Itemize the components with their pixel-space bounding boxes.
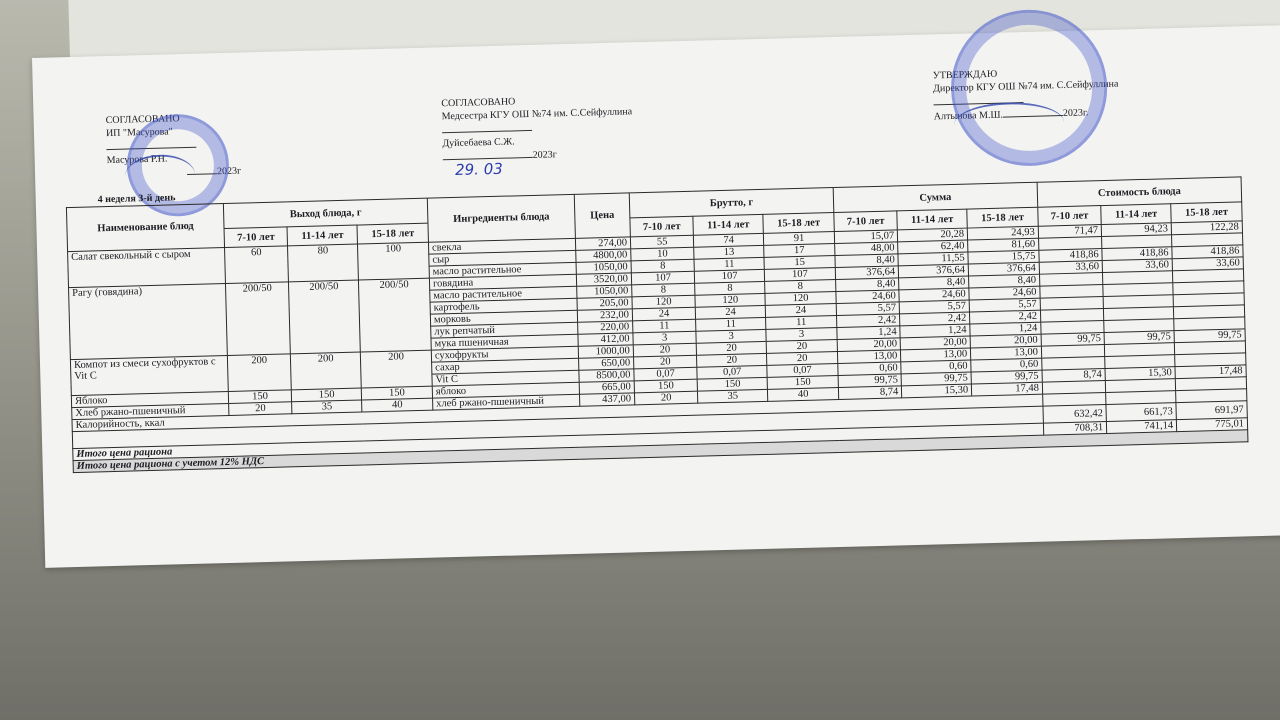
ingredient-price: 665,00 xyxy=(579,381,634,394)
sum-value: 20,00 xyxy=(900,336,970,350)
gross-value: 74 xyxy=(694,233,764,247)
gross-value: 91 xyxy=(764,232,835,246)
dish-cost-value: 418,86 xyxy=(1039,249,1103,263)
dish-cost-value: 8,74 xyxy=(1042,369,1106,383)
ingredient-price: 437,00 xyxy=(579,393,634,406)
sum-value: 15,07 xyxy=(834,230,898,244)
gross-value: 107 xyxy=(764,268,835,282)
gross-value: 20 xyxy=(696,341,766,355)
gross-value: 20 xyxy=(634,391,698,405)
total-value: 708,31 xyxy=(1043,421,1107,435)
sum-value: 1,24 xyxy=(900,324,970,338)
ingredient-price: 650,00 xyxy=(579,357,634,370)
dish-cost-value: 99,75 xyxy=(1104,331,1174,345)
approval-right-year: 2023г. xyxy=(1062,107,1089,120)
gross-value: 10 xyxy=(631,247,695,261)
ingredient-name: Vit C xyxy=(432,370,579,386)
age-header: 7-10 лет xyxy=(1038,206,1102,227)
sum-value: 99,75 xyxy=(901,372,971,386)
gross-value: 17 xyxy=(764,244,835,258)
gross-value: 24 xyxy=(632,307,696,321)
dish-output: 100 xyxy=(358,242,430,280)
approval-right-title: УТВЕРЖДАЮ xyxy=(932,68,998,82)
dish-output: 200 xyxy=(227,354,291,392)
age-header: 7-10 лет xyxy=(630,216,694,237)
gross-value: 20 xyxy=(697,353,767,367)
dish-output: 35 xyxy=(292,400,362,414)
header-gross: Брутто, г xyxy=(629,188,834,218)
age-header: 7-10 лет xyxy=(224,227,288,248)
header-dish-cost: Стоимость блюда xyxy=(1037,177,1242,207)
sum-value: 62,40 xyxy=(898,240,968,254)
sum-value: 13,00 xyxy=(837,350,901,364)
ingredient-name: масло растительное xyxy=(429,262,576,278)
header-sum: Сумма xyxy=(833,182,1038,212)
sum-value: 20,00 xyxy=(837,338,901,352)
gross-value: 3 xyxy=(766,328,837,342)
ingredient-price: 1050,00 xyxy=(576,261,631,274)
sum-value: 81,60 xyxy=(968,238,1039,252)
gross-value: 0,07 xyxy=(767,364,838,378)
handwritten-date: 29. 03 xyxy=(454,159,504,179)
age-header: 11-14 лет xyxy=(897,209,967,230)
gross-value: 0,07 xyxy=(634,367,698,381)
dish-cost-value: 33,60 xyxy=(1172,257,1243,271)
gross-value: 11 xyxy=(633,319,697,333)
dish-output: 200 xyxy=(361,350,433,388)
approval-right-org: Директор КГУ ОШ №74 им. С.Сейфуллина xyxy=(932,78,1119,95)
dish-cost-value: 17,48 xyxy=(1175,365,1246,379)
gross-value: 20 xyxy=(766,340,837,354)
sum-value: 11,55 xyxy=(898,252,968,266)
age-header: 11-14 лет xyxy=(693,214,763,235)
gross-value: 24 xyxy=(765,304,836,318)
ingredient-price: 205,00 xyxy=(577,297,632,310)
sum-value: 8,74 xyxy=(838,386,902,400)
dish-cost-value: 94,23 xyxy=(1101,223,1171,237)
gross-value: 3 xyxy=(696,329,766,343)
dish-output: 200/50 xyxy=(359,278,432,352)
ingredient-name: сыр xyxy=(429,250,576,266)
week-day-label: 4 неделя 3-й день xyxy=(97,192,176,206)
dish-cost-value: 33,60 xyxy=(1102,259,1172,273)
dish-output: 200 xyxy=(291,352,362,390)
sum-value: 20,28 xyxy=(898,228,968,242)
approval-right-signer: Алтынова М.Ш. xyxy=(933,109,1004,123)
total-label: Итого цена рациона xyxy=(73,423,1044,460)
sum-value: 8,40 xyxy=(836,278,900,292)
sum-value: 13,00 xyxy=(901,348,971,362)
sum-value: 8,40 xyxy=(969,274,1040,288)
total-value: 661,73 xyxy=(1106,403,1176,422)
ingredient-name: сухофрукты xyxy=(431,346,578,362)
gross-value: 107 xyxy=(695,269,765,283)
total-value: 691,97 xyxy=(1176,401,1247,420)
gross-value: 3 xyxy=(633,331,697,345)
ingredient-price: 8500,00 xyxy=(579,369,634,382)
age-header: 11-14 лет xyxy=(287,225,357,246)
ingredient-name: яблоко xyxy=(432,382,579,398)
gross-value: 55 xyxy=(630,235,694,249)
sum-value: 0,60 xyxy=(971,358,1042,372)
dish-name: Хлеб ржано-пшеничный xyxy=(72,403,229,419)
dish-output: 60 xyxy=(225,246,289,284)
dish-name: Яблоко xyxy=(71,391,228,407)
gross-value: 8 xyxy=(632,283,696,297)
gross-value: 150 xyxy=(767,376,838,390)
dish-name: Рагу (говядина) xyxy=(69,284,228,360)
age-header: 15-18 лет xyxy=(1171,202,1242,223)
dish-output: 200/50 xyxy=(289,280,361,354)
age-header: 7-10 лет xyxy=(834,211,898,232)
ingredient-name: сахар xyxy=(432,358,579,374)
gross-value: 107 xyxy=(631,271,695,285)
dish-cost-value: 122,28 xyxy=(1171,221,1242,235)
dish-name: Компот из смеси сухофруктов с Vit C xyxy=(70,355,228,395)
ingredient-price: 4800,00 xyxy=(576,249,631,262)
gross-value: 150 xyxy=(697,377,767,391)
gross-value: 15 xyxy=(764,256,835,270)
dish-output: 40 xyxy=(362,398,433,412)
gross-value: 150 xyxy=(634,379,698,393)
sum-value: 0,60 xyxy=(901,360,971,374)
ingredient-price: 412,00 xyxy=(578,333,633,346)
calories-label: Калорийность, ккал xyxy=(72,394,1043,431)
ingredient-name: картофель xyxy=(430,298,577,314)
gross-value: 35 xyxy=(698,389,768,403)
sum-value: 5,57 xyxy=(836,302,900,316)
sum-value: 376,64 xyxy=(968,262,1039,276)
ingredient-name: лук репчатый xyxy=(431,322,578,338)
gross-value: 8 xyxy=(631,259,695,273)
dish-output: 80 xyxy=(288,244,359,282)
sum-value: 8,40 xyxy=(899,276,969,290)
ingredient-name: свекла xyxy=(428,238,575,254)
sum-value: 24,60 xyxy=(969,286,1040,300)
ingredient-name: хлеб ржано-пшеничный xyxy=(433,394,580,410)
age-header: 15-18 лет xyxy=(763,213,834,234)
gross-value: 40 xyxy=(768,388,839,402)
approval-left-year: 2023г xyxy=(216,165,242,178)
sum-value: 15,75 xyxy=(968,250,1039,264)
sum-value: 24,60 xyxy=(899,288,969,302)
ingredient-name: масло растительное xyxy=(430,286,577,302)
stamp-right xyxy=(949,8,1109,168)
sum-value: 17,48 xyxy=(972,382,1043,396)
dish-cost-value: 418,86 xyxy=(1102,247,1172,261)
gross-value: 11 xyxy=(694,257,764,271)
ingredient-price: 220,00 xyxy=(578,321,633,334)
gross-value: 8 xyxy=(695,281,765,295)
dish-name: Салат свекольный с сыром xyxy=(68,248,226,288)
ingredient-price: 232,00 xyxy=(577,309,632,322)
sum-value: 24,60 xyxy=(836,290,900,304)
approval-middle-signer: Дуйсебаева С.Ж. xyxy=(442,136,515,150)
sum-value: 99,75 xyxy=(838,374,902,388)
sum-value: 15,30 xyxy=(902,384,972,398)
dish-output: 20 xyxy=(229,402,293,416)
total-value: 775,01 xyxy=(1176,418,1247,432)
dish-cost-value: 418,86 xyxy=(1172,245,1243,259)
sum-value: 1,24 xyxy=(970,322,1041,336)
gross-value: 11 xyxy=(696,317,766,331)
gross-value: 120 xyxy=(695,293,765,307)
ingredient-price: 274,00 xyxy=(575,237,630,250)
ingredient-price: 1050,00 xyxy=(577,285,632,298)
ingredient-name: морковь xyxy=(430,310,577,326)
age-header: 15-18 лет xyxy=(357,223,428,244)
gross-value: 24 xyxy=(696,305,766,319)
sum-value: 0,60 xyxy=(838,362,902,376)
approval-left-signer: Масурова Р.Н. xyxy=(106,153,168,167)
dish-output: 200/50 xyxy=(225,282,290,356)
ingredient-price: 1000,00 xyxy=(578,345,633,358)
sum-value: 2,42 xyxy=(836,314,900,328)
sum-value: 8,40 xyxy=(835,254,899,268)
age-header: 11-14 лет xyxy=(1101,204,1171,225)
header-ingredients: Ингредиенты блюда xyxy=(427,194,575,242)
dish-cost-value: 99,75 xyxy=(1174,329,1245,343)
ingredient-name: говядина xyxy=(429,274,576,290)
approval-left-org: ИП "Масурова" xyxy=(105,126,173,140)
sum-value: 376,64 xyxy=(898,264,968,278)
sum-value: 99,75 xyxy=(971,370,1042,384)
menu-table xyxy=(66,176,1249,473)
dish-cost-value: 99,75 xyxy=(1041,333,1105,347)
gross-value: 20 xyxy=(633,355,697,369)
dish-cost-value: 71,47 xyxy=(1038,225,1102,239)
gross-value: 13 xyxy=(694,245,764,259)
gross-value: 120 xyxy=(632,295,696,309)
gross-value: 11 xyxy=(766,316,837,330)
approval-middle-org: Медсестра КГУ ОШ №74 им. С.Сейфуллина xyxy=(441,106,633,123)
sum-value: 48,00 xyxy=(835,242,899,256)
header-output: Выход блюда, г xyxy=(223,198,428,228)
sum-value: 2,42 xyxy=(900,312,970,326)
dish-cost-value: 15,30 xyxy=(1105,367,1175,381)
gross-value: 8 xyxy=(765,280,836,294)
dish-cost-value: 33,60 xyxy=(1039,261,1103,275)
sum-value: 1,24 xyxy=(837,326,901,340)
sum-value: 2,42 xyxy=(970,310,1041,324)
ingredient-price: 3520,00 xyxy=(576,273,631,286)
dish-output: 150 xyxy=(228,390,292,404)
menu-document xyxy=(32,25,1280,568)
total-value: 632,42 xyxy=(1043,405,1107,424)
sum-value: 20,00 xyxy=(970,334,1041,348)
header-price: Цена xyxy=(574,193,630,238)
gross-value: 0,07 xyxy=(697,365,767,379)
sum-value: 376,64 xyxy=(835,266,899,280)
approval-left-title: СОГЛАСОВАНО xyxy=(105,113,180,127)
dish-output: 150 xyxy=(361,386,432,400)
dish-output: 150 xyxy=(292,388,362,402)
total-vat-label: Итого цена рациона с учетом 12% НДС xyxy=(73,430,1248,473)
sum-value: 5,57 xyxy=(969,298,1040,312)
sum-value: 13,00 xyxy=(971,346,1042,360)
age-header: 15-18 лет xyxy=(967,207,1038,228)
ingredient-name: мука пшеничная xyxy=(431,334,578,350)
gross-value: 20 xyxy=(633,343,697,357)
approval-middle xyxy=(441,92,634,177)
approval-middle-year: 2023г xyxy=(532,149,557,161)
total-value: 741,14 xyxy=(1107,420,1177,434)
gross-value: 120 xyxy=(765,292,836,306)
sum-value: 24,93 xyxy=(967,226,1038,240)
sum-value: 5,57 xyxy=(899,300,969,314)
approval-middle-title: СОГЛАСОВАНО xyxy=(441,96,516,110)
gross-value: 20 xyxy=(767,352,838,366)
header-name: Наименование блюд xyxy=(66,204,224,252)
